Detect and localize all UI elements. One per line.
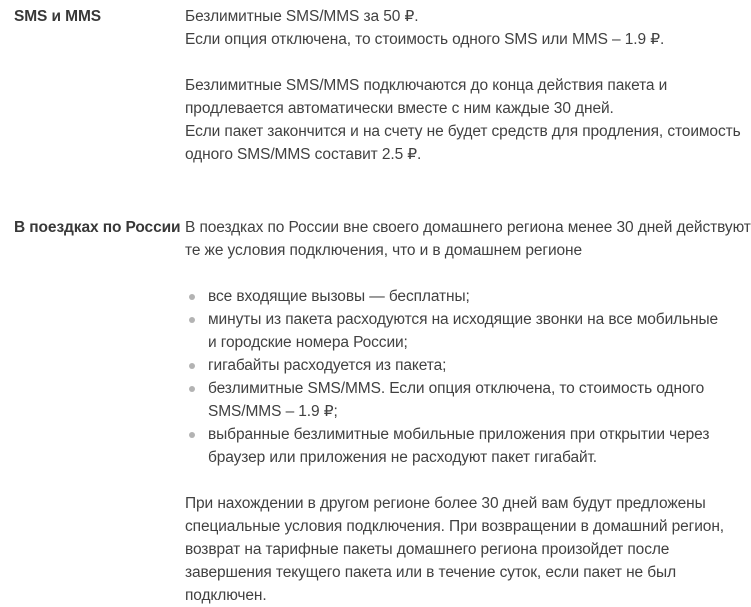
section-label-sms-mms: SMS и MMS: [14, 8, 101, 25]
section-travel-russia: [14, 216, 751, 607]
text-line: выбранные безлимитные мобильные приложения при открытии через: [208, 426, 710, 443]
bullet-icon: [189, 363, 195, 369]
text-line: SMS/MMS – 1.9 ₽;: [208, 403, 338, 420]
paragraph: [185, 216, 751, 262]
conditions-bullet-list: [185, 285, 741, 469]
text-line: завершения текущего пакета или в течение суток, если пакет не был: [185, 564, 677, 581]
text-line: Если пакет закончится и на счету не будет средств для продления, стоимость: [185, 123, 741, 140]
text-line: продлевается автоматически вместе с ним каждые 30 дней.: [185, 100, 614, 117]
text-line: и городские номера России;: [208, 334, 408, 351]
text-line: те же условия подключения, что и в домашнем регионе: [185, 242, 583, 259]
bullet-icon: [189, 432, 195, 438]
paragraph: [185, 5, 741, 51]
list-item: [185, 423, 741, 469]
text-line: гигабайты расходуется из пакета;: [208, 357, 447, 374]
section-content-sms-mms: [185, 5, 741, 166]
list-item: [185, 308, 741, 354]
text-line: специальные условия подключения. При возвращении в домашний регион,: [185, 518, 724, 535]
bullet-icon: [189, 294, 195, 300]
section-sms-mms: [14, 5, 741, 166]
text-line: безлимитные SMS/MMS. Если опция отключена, то стоимость одного: [208, 380, 705, 397]
list-item: [185, 377, 741, 423]
text-line: браузер или приложения не расходуют пакет гигабайт.: [208, 449, 598, 466]
paragraph: [185, 74, 741, 166]
text-line: все входящие вызовы — бесплатны;: [208, 288, 470, 305]
text-line: возврат на тарифные пакеты домашнего региона произойдет после: [185, 541, 670, 558]
bullet-icon: [189, 317, 195, 323]
text-line: Безлимитные SMS/MMS подключаются до конца действия пакета и: [185, 77, 668, 94]
text-line: При нахождении в другом регионе более 30 дней вам будут предложены: [185, 495, 706, 512]
text-line: Если опция отключена, то стоимость одного SMS или MMS – 1.9 ₽.: [185, 31, 665, 48]
text-line: минуты из пакета расходуются на исходящие звонки на все мобильные: [208, 311, 719, 328]
text-line: Безлимитные SMS/MMS за 50 ₽.: [185, 8, 419, 25]
bullet-icon: [189, 386, 195, 392]
list-item: [185, 285, 741, 308]
text-line: одного SMS/MMS составит 2.5 ₽.: [185, 146, 422, 163]
list-item: [185, 354, 741, 377]
paragraph: [185, 492, 741, 607]
text-line: В поездках по России вне своего домашнего региона менее 30 дней действуют: [185, 219, 751, 236]
section-content-travel-russia: [185, 216, 751, 607]
section-label-travel-russia: В поездках по России: [14, 219, 181, 236]
text-line: подключен.: [185, 587, 267, 604]
